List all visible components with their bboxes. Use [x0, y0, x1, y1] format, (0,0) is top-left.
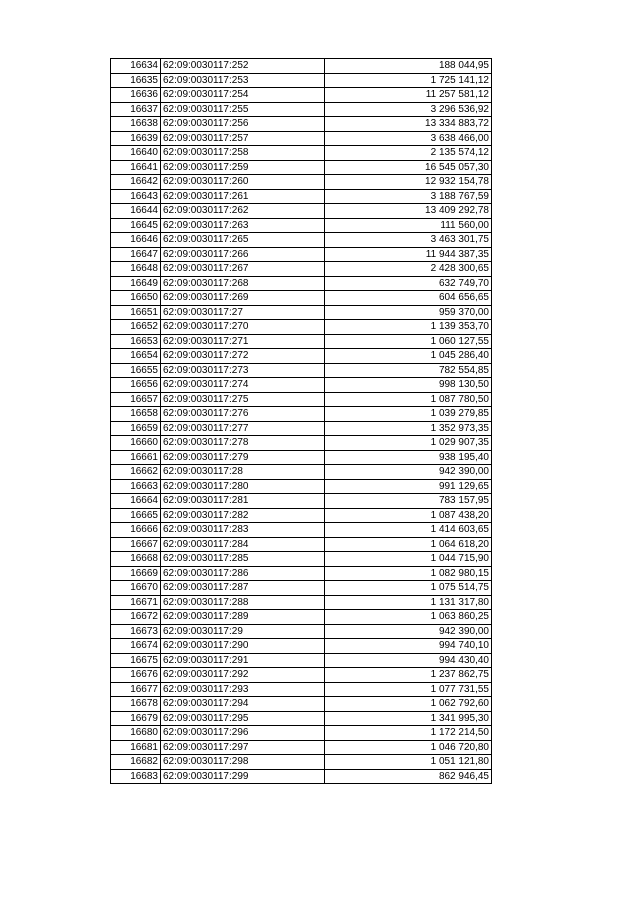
table-row [111, 479, 492, 494]
cadastral-number-cell: 62:09:0030117:275 [161, 392, 325, 407]
cadastral-number-cell: 62:09:0030117:277 [161, 421, 325, 436]
cadastral-number-cell: 62:09:0030117:273 [161, 363, 325, 378]
table-row [111, 392, 492, 407]
cadastral-value-cell: 632 749,70 [325, 276, 492, 291]
row-number-cell: 16644 [111, 204, 161, 219]
table-row [111, 537, 492, 552]
row-number-cell: 16646 [111, 233, 161, 248]
cadastral-number-cell: 62:09:0030117:294 [161, 697, 325, 712]
cadastral-value-cell: 994 430,40 [325, 653, 492, 668]
table-row [111, 740, 492, 755]
row-number-cell: 16672 [111, 610, 161, 625]
table-row [111, 552, 492, 567]
cadastral-number-cell: 62:09:0030117:287 [161, 581, 325, 596]
cadastral-number-cell: 62:09:0030117:276 [161, 407, 325, 422]
table-row [111, 421, 492, 436]
cadastral-number-cell: 62:09:0030117:298 [161, 755, 325, 770]
cadastral-value-cell: 2 428 300,65 [325, 262, 492, 277]
row-number-cell: 16664 [111, 494, 161, 509]
cadastral-value-cell: 604 656,65 [325, 291, 492, 306]
cadastral-number-cell: 62:09:0030117:266 [161, 247, 325, 262]
row-number-cell: 16637 [111, 102, 161, 117]
cadastral-value-cell: 938 195,40 [325, 450, 492, 465]
cadastral-number-cell: 62:09:0030117:261 [161, 189, 325, 204]
table-row [111, 523, 492, 538]
cadastral-number-cell: 62:09:0030117:269 [161, 291, 325, 306]
table-row [111, 711, 492, 726]
cadastral-number-cell: 62:09:0030117:267 [161, 262, 325, 277]
cadastral-value-cell: 1 046 720,80 [325, 740, 492, 755]
table-row [111, 581, 492, 596]
cadastral-number-cell: 62:09:0030117:258 [161, 146, 325, 161]
cadastral-number-cell: 62:09:0030117:260 [161, 175, 325, 190]
cadastral-number-cell: 62:09:0030117:286 [161, 566, 325, 581]
cadastral-number-cell: 62:09:0030117:252 [161, 59, 325, 74]
row-number-cell: 16678 [111, 697, 161, 712]
row-number-cell: 16675 [111, 653, 161, 668]
cadastral-value-cell: 1 237 862,75 [325, 668, 492, 683]
cadastral-value-cell: 1 139 353,70 [325, 320, 492, 335]
row-number-cell: 16658 [111, 407, 161, 422]
row-number-cell: 16647 [111, 247, 161, 262]
cadastral-number-cell: 62:09:0030117:290 [161, 639, 325, 654]
table-row [111, 73, 492, 88]
table-row [111, 639, 492, 654]
table-row [111, 59, 492, 74]
cadastral-value-cell: 11 944 387,35 [325, 247, 492, 262]
table-row [111, 566, 492, 581]
row-number-cell: 16666 [111, 523, 161, 538]
cadastral-number-cell: 62:09:0030117:256 [161, 117, 325, 132]
cadastral-value-cell: 2 135 574,12 [325, 146, 492, 161]
row-number-cell: 16660 [111, 436, 161, 451]
table-row [111, 697, 492, 712]
cadastral-number-cell: 62:09:0030117:274 [161, 378, 325, 393]
row-number-cell: 16636 [111, 88, 161, 103]
table-row [111, 102, 492, 117]
cadastral-value-cell: 188 044,95 [325, 59, 492, 74]
table-row [111, 595, 492, 610]
row-number-cell: 16645 [111, 218, 161, 233]
cadastral-number-cell: 62:09:0030117:279 [161, 450, 325, 465]
cadastral-number-cell: 62:09:0030117:280 [161, 479, 325, 494]
row-number-cell: 16663 [111, 479, 161, 494]
cadastral-value-cell: 1 087 780,50 [325, 392, 492, 407]
cadastral-value-cell: 1 044 715,90 [325, 552, 492, 567]
cadastral-number-cell: 62:09:0030117:270 [161, 320, 325, 335]
table-body [111, 59, 492, 784]
cadastral-value-cell: 13 409 292,78 [325, 204, 492, 219]
cadastral-value-cell: 1 082 980,15 [325, 566, 492, 581]
cadastral-value-cell: 998 130,50 [325, 378, 492, 393]
cadastral-value-cell: 1 063 860,25 [325, 610, 492, 625]
cadastral-value-cell: 1 352 973,35 [325, 421, 492, 436]
cadastral-number-cell: 62:09:0030117:299 [161, 769, 325, 784]
table-row [111, 131, 492, 146]
row-number-cell: 16662 [111, 465, 161, 480]
row-number-cell: 16643 [111, 189, 161, 204]
table-row [111, 726, 492, 741]
table-row [111, 160, 492, 175]
cadastral-number-cell: 62:09:0030117:285 [161, 552, 325, 567]
row-number-cell: 16668 [111, 552, 161, 567]
table-row [111, 465, 492, 480]
table-row [111, 624, 492, 639]
row-number-cell: 16652 [111, 320, 161, 335]
cadastral-value-cell: 862 946,45 [325, 769, 492, 784]
cadastral-number-cell: 62:09:0030117:291 [161, 653, 325, 668]
cadastral-value-cell: 1 077 731,55 [325, 682, 492, 697]
table-row [111, 610, 492, 625]
row-number-cell: 16654 [111, 349, 161, 364]
cadastral-value-cell: 12 932 154,78 [325, 175, 492, 190]
table-row [111, 276, 492, 291]
cadastral-number-cell: 62:09:0030117:263 [161, 218, 325, 233]
cadastral-number-cell: 62:09:0030117:262 [161, 204, 325, 219]
cadastral-value-cell: 1 075 514,75 [325, 581, 492, 596]
row-number-cell: 16679 [111, 711, 161, 726]
table-row [111, 233, 492, 248]
cadastral-value-cell: 942 390,00 [325, 624, 492, 639]
cadastral-value-cell: 3 463 301,75 [325, 233, 492, 248]
cadastral-value-cell: 1 060 127,55 [325, 334, 492, 349]
cadastral-number-cell: 62:09:0030117:278 [161, 436, 325, 451]
cadastral-number-cell: 62:09:0030117:282 [161, 508, 325, 523]
table-row [111, 653, 492, 668]
cadastral-number-cell: 62:09:0030117:296 [161, 726, 325, 741]
table-row [111, 769, 492, 784]
cadastral-value-table [110, 58, 492, 784]
table-row [111, 407, 492, 422]
table-row [111, 146, 492, 161]
cadastral-value-cell: 959 370,00 [325, 305, 492, 320]
cadastral-value-cell: 1 414 603,65 [325, 523, 492, 538]
cadastral-number-cell: 62:09:0030117:28 [161, 465, 325, 480]
row-number-cell: 16669 [111, 566, 161, 581]
row-number-cell: 16670 [111, 581, 161, 596]
table-row [111, 755, 492, 770]
table-row [111, 247, 492, 262]
table-row [111, 363, 492, 378]
table-row [111, 88, 492, 103]
table-row [111, 450, 492, 465]
cadastral-value-cell: 1 039 279,85 [325, 407, 492, 422]
cadastral-value-cell: 991 129,65 [325, 479, 492, 494]
cadastral-value-cell: 782 554,85 [325, 363, 492, 378]
table-row [111, 189, 492, 204]
row-number-cell: 16674 [111, 639, 161, 654]
table-row [111, 175, 492, 190]
row-number-cell: 16676 [111, 668, 161, 683]
row-number-cell: 16640 [111, 146, 161, 161]
row-number-cell: 16648 [111, 262, 161, 277]
cadastral-value-cell: 1 172 214,50 [325, 726, 492, 741]
row-number-cell: 16682 [111, 755, 161, 770]
cadastral-number-cell: 62:09:0030117:271 [161, 334, 325, 349]
row-number-cell: 16683 [111, 769, 161, 784]
cadastral-number-cell: 62:09:0030117:27 [161, 305, 325, 320]
table-row [111, 508, 492, 523]
table-row [111, 204, 492, 219]
cadastral-value-cell: 994 740,10 [325, 639, 492, 654]
cadastral-value-cell: 1 029 907,35 [325, 436, 492, 451]
cadastral-number-cell: 62:09:0030117:289 [161, 610, 325, 625]
row-number-cell: 16649 [111, 276, 161, 291]
cadastral-number-cell: 62:09:0030117:297 [161, 740, 325, 755]
cadastral-number-cell: 62:09:0030117:255 [161, 102, 325, 117]
table-row [111, 291, 492, 306]
row-number-cell: 16665 [111, 508, 161, 523]
row-number-cell: 16657 [111, 392, 161, 407]
table-row [111, 436, 492, 451]
row-number-cell: 16681 [111, 740, 161, 755]
row-number-cell: 16671 [111, 595, 161, 610]
cadastral-value-cell: 16 545 057,30 [325, 160, 492, 175]
table-row [111, 305, 492, 320]
row-number-cell: 16680 [111, 726, 161, 741]
row-number-cell: 16677 [111, 682, 161, 697]
row-number-cell: 16659 [111, 421, 161, 436]
cadastral-value-cell: 942 390,00 [325, 465, 492, 480]
row-number-cell: 16634 [111, 59, 161, 74]
cadastral-number-cell: 62:09:0030117:284 [161, 537, 325, 552]
table-row [111, 349, 492, 364]
row-number-cell: 16667 [111, 537, 161, 552]
row-number-cell: 16638 [111, 117, 161, 132]
cadastral-value-cell: 3 638 466,00 [325, 131, 492, 146]
cadastral-value-cell: 1 064 618,20 [325, 537, 492, 552]
cadastral-number-cell: 62:09:0030117:295 [161, 711, 325, 726]
cadastral-number-cell: 62:09:0030117:253 [161, 73, 325, 88]
cadastral-value-cell: 1 087 438,20 [325, 508, 492, 523]
cadastral-number-cell: 62:09:0030117:265 [161, 233, 325, 248]
cadastral-value-cell: 1 062 792,60 [325, 697, 492, 712]
cadastral-number-cell: 62:09:0030117:268 [161, 276, 325, 291]
cadastral-value-cell: 783 157,95 [325, 494, 492, 509]
table-row [111, 378, 492, 393]
table-row [111, 218, 492, 233]
cadastral-number-cell: 62:09:0030117:288 [161, 595, 325, 610]
cadastral-value-cell: 1 725 141,12 [325, 73, 492, 88]
row-number-cell: 16639 [111, 131, 161, 146]
row-number-cell: 16651 [111, 305, 161, 320]
table-row [111, 668, 492, 683]
table-row [111, 682, 492, 697]
row-number-cell: 16655 [111, 363, 161, 378]
cadastral-value-cell: 13 334 883,72 [325, 117, 492, 132]
table-row [111, 334, 492, 349]
cadastral-value-cell: 1 131 317,80 [325, 595, 492, 610]
row-number-cell: 16641 [111, 160, 161, 175]
cadastral-value-cell: 3 296 536,92 [325, 102, 492, 117]
row-number-cell: 16635 [111, 73, 161, 88]
cadastral-number-cell: 62:09:0030117:292 [161, 668, 325, 683]
table-row [111, 494, 492, 509]
cadastral-number-cell: 62:09:0030117:293 [161, 682, 325, 697]
cadastral-value-cell: 1 051 121,80 [325, 755, 492, 770]
table-row [111, 320, 492, 335]
table-row [111, 262, 492, 277]
cadastral-value-cell: 111 560,00 [325, 218, 492, 233]
cadastral-value-cell: 1 045 286,40 [325, 349, 492, 364]
row-number-cell: 16653 [111, 334, 161, 349]
cadastral-value-cell: 1 341 995,30 [325, 711, 492, 726]
cadastral-number-cell: 62:09:0030117:254 [161, 88, 325, 103]
cadastral-number-cell: 62:09:0030117:283 [161, 523, 325, 538]
row-number-cell: 16661 [111, 450, 161, 465]
row-number-cell: 16656 [111, 378, 161, 393]
row-number-cell: 16642 [111, 175, 161, 190]
cadastral-value-cell: 11 257 581,12 [325, 88, 492, 103]
row-number-cell: 16673 [111, 624, 161, 639]
cadastral-value-cell: 3 188 767,59 [325, 189, 492, 204]
table-row [111, 117, 492, 132]
cadastral-number-cell: 62:09:0030117:29 [161, 624, 325, 639]
cadastral-number-cell: 62:09:0030117:257 [161, 131, 325, 146]
cadastral-number-cell: 62:09:0030117:259 [161, 160, 325, 175]
cadastral-number-cell: 62:09:0030117:272 [161, 349, 325, 364]
cadastral-number-cell: 62:09:0030117:281 [161, 494, 325, 509]
row-number-cell: 16650 [111, 291, 161, 306]
